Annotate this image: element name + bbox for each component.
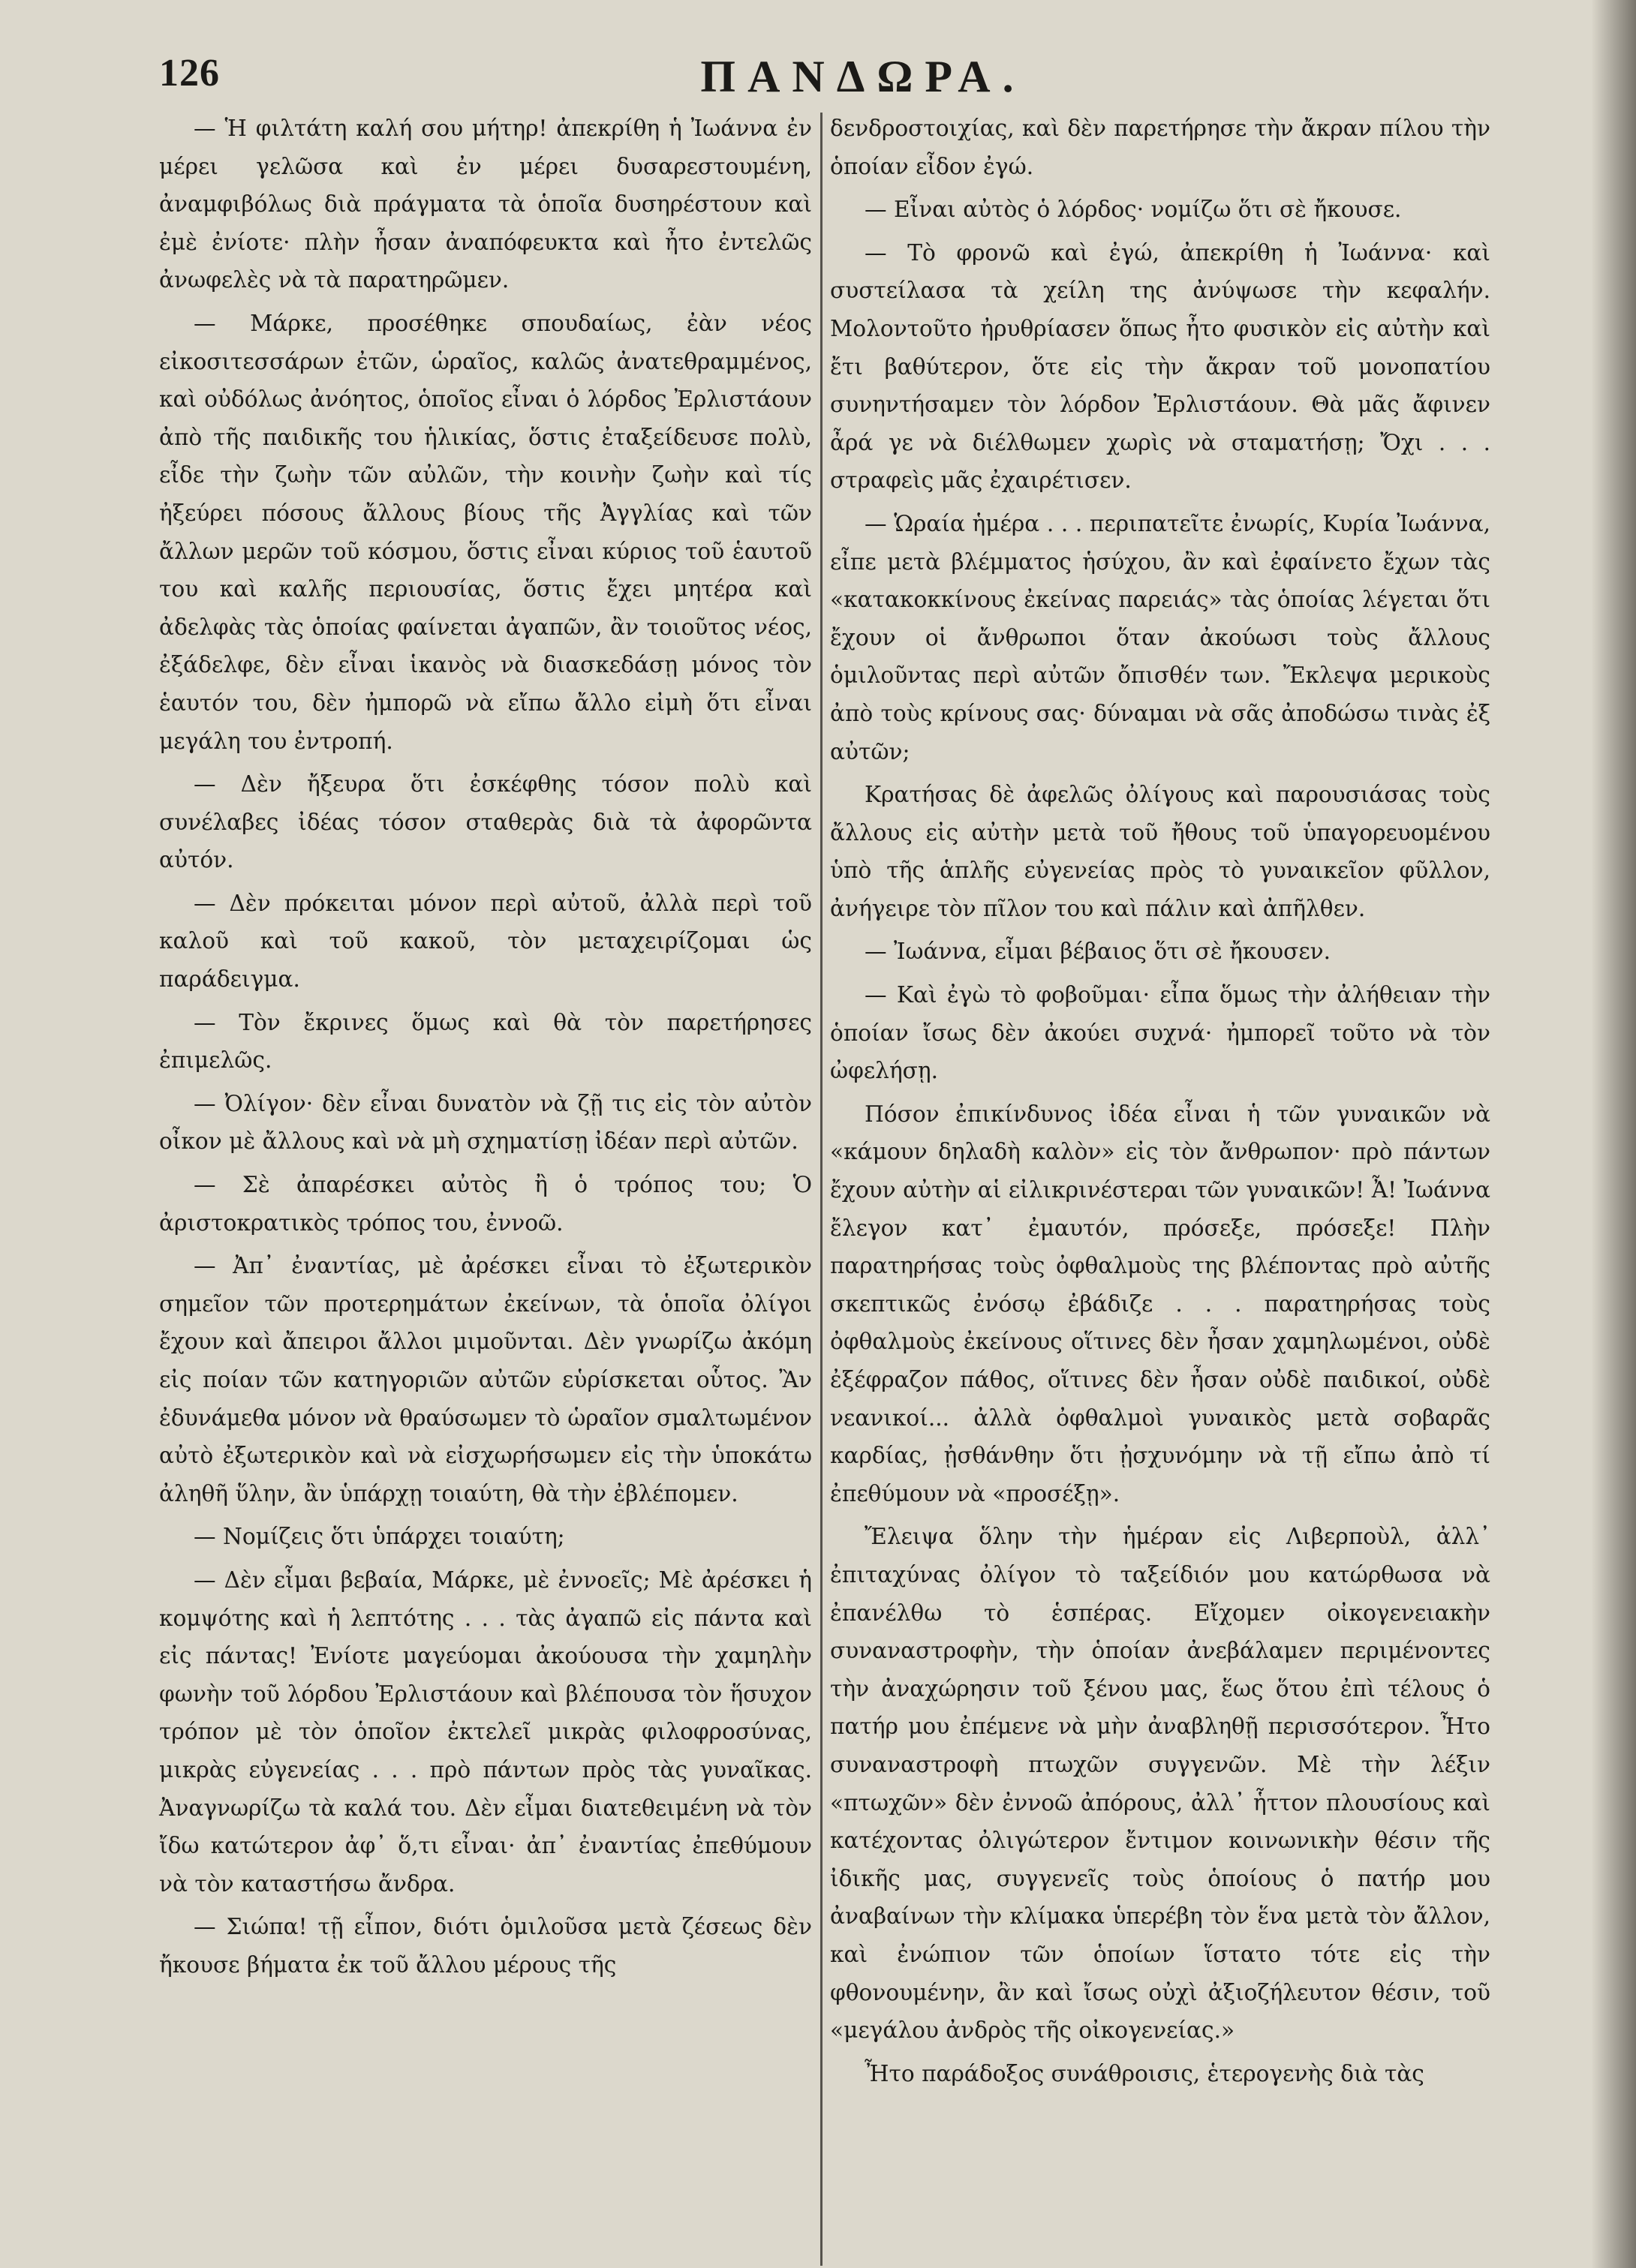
paragraph: — Σιώπα! τῇ εἶπον, διότι ὁμιλοῦσα μετὰ ζέσεως δὲν ἤκουσε βήματα ἐκ τοῦ ἄλλου μέρους τῆς [159,1914,812,1978]
paragraph: Πόσον ἐπικίνδυνος ἰδέα εἶναι ἡ τῶν γυναικῶν νὰ «κάμουν δηλαδὴ καλὸν» εἰς τὸν ἄνθρωπον· πρὸ πάντων ἔχουν αὐτὴν αἱ εἰλικρινέστεραι τῶν γυναικῶν! Ἆ! Ἰωάννα ἔλεγον κατ᾽ ἐμαυτόν, πρόσεξε, πρόσεξε! Πλὴν παρατηρήσας τοὺς ὀφθαλμοὺς της βλέποντας πρὸ αὐτῆς σκεπτικῶς ἐνόσῳ ἐβάδιζε . . . παρατηρήσας τοὺς ὀφθαλμοὺς ἐκείνους οἵτινες δὲν ἦσαν χαμηλωμένοι, οὐδὲ ἐξέφραζον πάθος, οἵτινες δὲν ἦσαν οὐδὲ παιδικοί, οὐδὲ νεανικοί... ἀλλὰ ὀφθαλμοὶ γυναικὸς μετὰ σοβαρᾶς καρδίας, ᾐσθάνθην ὅτι ᾐσχυνόμην νὰ τῇ εἴπω ἀπὸ τί ἐπεθύμουν νὰ «προσέξῃ». [830,1101,1490,1506]
running-title: ΠΑΝΔΩΡΑ. [700,52,1026,101]
paragraph: — Ὀλίγον· δὲν εἶναι δυνατὸν νὰ ζῇ τις εἰς τὸν αὐτὸν οἶκον μὲ ἄλλους καὶ νὰ μὴ σχηματίσῃ ἰδέαν περὶ αὐτῶν. [159,1090,812,1155]
paragraph: Κρατήσας δὲ ἀφελῶς ὀλίγους καὶ παρουσιάσας τοὺς ἄλλους εἰς αὐτὴν μετὰ τοῦ ἤθους τοῦ ὑπαγορευομένου ὑπὸ τῆς ἁπλῆς εὐγενείας πρὸς τὸ γυναικεῖον φῦλλον, ἀνήγειρε τὸν πῖλον του καὶ πάλιν καὶ ἀπῆλθεν. [830,782,1490,921]
paragraph: — Καὶ ἐγὼ τὸ φοβοῦμαι· εἶπα ὅμως τὴν ἀλήθειαν τὴν ὁποίαν ἴσως δὲν ἀκούει συχνά· ἠμπορεῖ τοῦτο νὰ τὸν ὠφελήσῃ. [830,982,1490,1084]
page-header [159,45,1567,113]
column-divider [820,113,823,2266]
paragraph: Ἔλειψα ὅλην τὴν ἡμέραν εἰς Λιβερποὺλ, ἀλλ᾽ ἐπιταχύνας ὀλίγον τὸ ταξείδιόν μου κατώρθωσα νὰ ἐπανέλθω τὸ ἑσπέρας. Εἴχομεν οἰκογενειακὴν συναναστροφὴν, τὴν ὁποίαν ἀνεβάλαμεν περιμένοντες τὴν ἀναχώρησιν τοῦ ξένου μας, ἕως ὅτου ἐπὶ τέλους ὁ πατήρ μου ἐπέμενε νὰ μὴν ἀναβληθῇ περισσότερον. Ἦτο συναναστροφὴ πτωχῶν συγγενῶν. Μὲ τὴν λέξιν «πτωχῶν» δὲν ἐννοῶ ἀπόρους, ἀλλ᾽ ἧττον πλουσίους καὶ κατέχοντας ὀλιγώτερον ἔντιμον κοινωνικὴν θέσιν τῆς ἰδικῆς μας, συγγενεῖς τοὺς ὁποίους ὁ πατήρ μου ἀναβαίνων τὴν κλίμακα ὑπερέβη τὸν ἕνα μετὰ τὸν ἄλλον, καὶ ἐνώπιον τῶν ὁποίων ἵστατο τότε εἰς τὴν φθονουμένην, ἂν καὶ ἴσως οὐχὶ ἀξιοζήλευτον θέσιν, τοῦ «μεγάλου ἀνδρὸς τῆς οἰκογενείας.» [830,1524,1490,2044]
paragraph: — Μάρκε, προσέθηκε σπουδαίως, ἐὰν νέος εἰκοσιτεσσάρων ἐτῶν, ὡραῖος, καλῶς ἀνατεθραμμένος, καὶ οὐδόλως ἀνόητος, ὁποῖος εἶναι ὁ λόρδος Ἐρλιστάουν ἀπὸ τῆς παιδικῆς του ἡλικίας, ὅστις ἐταξείδευσε πολὺ, εἶδε τὴν ζωὴν τῶν αὐλῶν, τὴν κοινὴν ζωὴν καὶ τίς ἠξεύρει πόσους ἄλλους βίους τῆς Ἀγγλίας καὶ τῶν ἄλλων μερῶν τοῦ κόσμου, ὅστις εἶναι κύριος τοῦ ἑαυτοῦ του καὶ καλῆς περιουσίας, ὅστις ἔχει μητέρα καὶ ἀδελφὰς τὰς ὁποίας φαίνεται ἀγαπῶν, ἂν τοιοῦτος νέος, ἐξάδελφε, δὲν εἶναι ἱκανὸς νὰ διασκεδάσῃ μόνος τὸν ἑαυτόν του, δὲν ἠμπορῶ νὰ εἴπω ἄλλο εἰμὴ ὅτι εἶναι μεγάλη του ἐντροπή. [159,310,812,754]
paragraph: — Δὲν πρόκειται μόνον περὶ αὐτοῦ, ἀλλὰ περὶ τοῦ καλοῦ καὶ τοῦ κακοῦ, τὸν μεταχειρίζομαι ὡς παράδειγμα. [159,890,812,993]
left-column [159,110,812,1990]
paragraph: — Εἶναι αὐτὸς ὁ λόρδος· νομίζω ὅτι σὲ ἤκουσε. [865,197,1402,223]
page-edge-shadow [1591,0,1636,2268]
page-number: 126 [159,52,220,95]
paragraph: — Ἡ φιλτάτη καλή σου μήτηρ! ἀπεκρίθη ἡ Ἰωάννα ἐν μέρει γελῶσα καὶ ἐν μέρει δυσαρεστουμένη, ἀναμφιβόλως διὰ πράγματα τὰ ὁποῖα δυσηρέστουν καὶ ἐμὲ ἐνίοτε· πλὴν ἦσαν ἀναπόφευκτα καὶ ἦτο ἐντελῶς ἀνωφελὲς νὰ τὰ παρατηρῶμεν. [159,116,812,293]
paragraph: — Τὸ φρονῶ καὶ ἐγώ, ἀπεκρίθη ἡ Ἰωάννα· καὶ συστείλασα τὰ χείλη της ἀνύψωσε τὴν κεφαλήν. Μολοντοῦτο ἠρυθρίασεν ὅπως ἦτο φυσικὸν εἰς αὐτὴν καὶ ἔτι βαθύτερον, ὅτε εἰς τὴν ἄκραν τοῦ μονοπατίου συνηντήσαμεν τὸν λόρδον Ἐρλιστάουν. Θὰ μᾶς ἄφινεν ἆρά γε νὰ διέλθωμεν χωρὶς νὰ σταματήσῃ; Ὄχι . . . στραφεὶς μᾶς ἐχαιρέτισεν. [830,239,1490,494]
paragraph: — Ὡραία ἡμέρα . . . περιπατεῖτε ἐνωρίς, Κυρία Ἰωάννα, εἶπε μετὰ βλέμματος ἡσύχου, ἂν καὶ ἐφαίνετο ἔχων τὰς «κατακοκκίνους ἐκείνας παρειάς» τὰς ὁποίας λέγεται ὅτι ἔχουν οἱ ἄνθρωποι ὅταν ἀκούωσι τοὺς ἄλλους ὁμιλοῦντας περὶ αὐτῶν ὄπισθέν των. Ἔκλεψα μερικοὺς ἀπὸ τοὺς κρίνους σας· δύναμαι νὰ σᾶς ἀποδώσω τινὰς ἐξ αὐτῶν; [830,510,1490,765]
paragraph: — Νομίζεις ὅτι ὑπάρχει τοιαύτη; [194,1524,565,1550]
right-column [830,110,1490,2098]
paragraph: — Τὸν ἔκρινες ὅμως καὶ θὰ τὸν παρετήρησες ἐπιμελῶς. [159,1009,812,1074]
paragraph: — Σὲ ἀπαρέσκει αὐτὸς ἢ ὁ τρόπος του; Ὁ ἀριστοκρατικὸς τρόπος του, ἐννοῶ. [159,1172,812,1236]
paragraph: — Δὲν εἶμαι βεβαία, Μάρκε, μὲ ἐννοεῖς; Μὲ ἀρέσκει ἡ κομψότης καὶ ἡ λεπτότης . . . τὰς ἀγαπῶ εἰς πάντα καὶ εἰς πάντας! Ἐνίοτε μαγεύομαι ἀκούουσα τὴν χαμηλὴν φωνὴν τοῦ λόρδου Ἐρλιστάουν καὶ βλέπουσα τὸν ἥσυχον τρόπον μὲ τὸν ὁποῖον ἐκτελεῖ μικρὰς φιλοφροσύνας, μικρὰς εὐγενείας . . . πρὸ πάντων πρὸς τὰς γυναῖκας. Ἀναγνωρίζω τὰ καλά του. Δὲν εἶμαι διατεθειμένη νὰ τὸν ἴδω κατώτερον ἀφ᾽ ὅ,τι εἶναι· ἀπ᾽ ἐναντίας ἐπεθύμουν νὰ τὸν καταστήσω ἄνδρα. [159,1567,812,1897]
paragraph: — Ἰωάννα, εἶμαι βέβαιος ὅτι σὲ ἤκουσεν. [865,939,1331,965]
paragraph: — Ἀπ᾽ ἐναντίας, μὲ ἀρέσκει εἶναι τὸ ἐξωτερικὸν σημεῖον τῶν προτερημάτων ἐκείνων, τὰ ὁποῖα ὀλίγοι ἔχουν καὶ ἄπειροι ἄλλοι μιμοῦνται. Δὲν γνωρίζω ἀκόμη εἰς ποίαν τῶν κατηγοριῶν αὐτῶν εὑρίσκεται οὗτος. Ἂν ἐδυνάμεθα μόνον νὰ θραύσωμεν τὸ ὡραῖον σμαλτωμένον αὐτὸ ἐξωτερικὸν καὶ νὰ εἰσχωρήσωμεν εἰς τὴν ὑποκάτω ἀληθῆ ὕλην, ἂν ὑπάρχῃ τοιαύτη, θὰ τὴν ἐβλέπομεν. [159,1253,812,1506]
paragraph: δενδροστοιχίας, καὶ δὲν παρετήρησε τὴν ἄκραν πίλου τὴν ὁποίαν εἶδον ἐγώ. [830,116,1490,179]
paragraph: Ἦτο παράδοξος συνάθροισις, ἑτερογενὴς διὰ τὰς [865,2060,1424,2086]
paragraph: — Δὲν ἤξευρα ὅτι ἐσκέφθης τόσον πολὺ καὶ συνέλαβες ἰδέας τόσον σταθερὰς διὰ τὰ ἀφορῶντα αὐτόν. [159,771,812,873]
